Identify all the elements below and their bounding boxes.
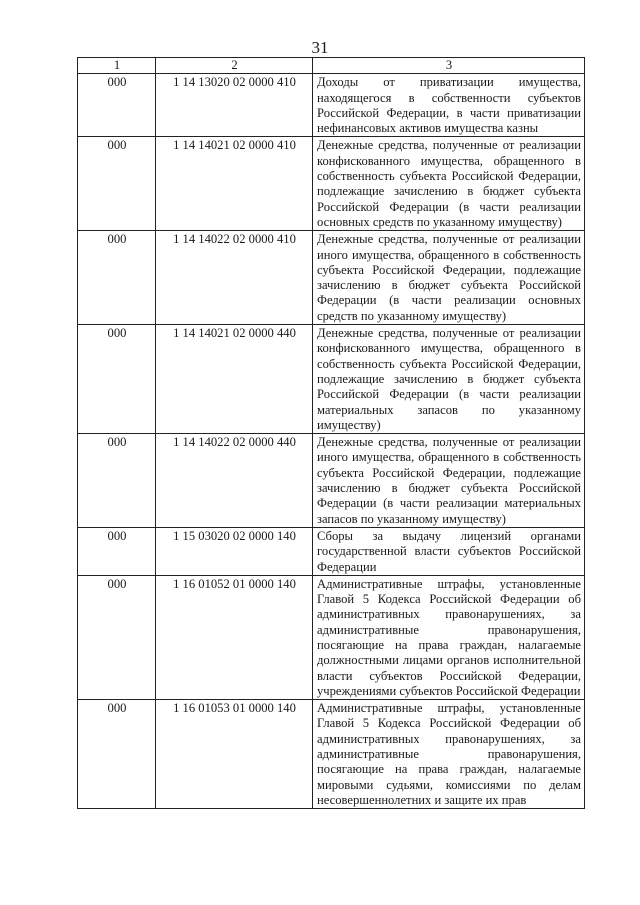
income-code-cell: 1 14 14021 02 0000 440 <box>156 325 313 434</box>
income-code-cell: 1 14 13020 02 0000 410 <box>156 74 313 137</box>
income-name-cell: Административные штрафы, установленные Главой 5 Кодекса Российской Федерации об административных правонарушениях, за административные правонарушения, посягающие на права граждан, налагаемые должностными лицами органов исполнительной власти субъектов Российской Федерации, учреждениями субъектов Российской Федерации <box>313 575 585 699</box>
income-name-cell: Сборы за выдачу лицензий органами государственной власти субъектов Российской Федерации <box>313 527 585 575</box>
income-name-cell: Денежные средства, полученные от реализации иного имущества, обращенного в собственность субъекта Российской Федерации, подлежащие зачислению в бюджет субъекта Российской Федерации (в части реализации основных средств по указанному имуществу) <box>313 231 585 325</box>
table-row <box>78 527 585 575</box>
table-header-row <box>78 58 585 74</box>
admin-code-cell: 000 <box>78 434 156 528</box>
admin-code-cell: 000 <box>78 74 156 137</box>
table-row <box>78 575 585 699</box>
header-col-1: 1 <box>78 58 156 74</box>
income-code-cell: 1 14 14021 02 0000 410 <box>156 137 313 231</box>
admin-code-cell: 000 <box>78 231 156 325</box>
header-col-3: 3 <box>313 58 585 74</box>
income-name-cell: Денежные средства, полученные от реализации конфискованного имущества, обращенного в собственность субъекта Российской Федерации, подлежащие зачислению в бюджет субъекта Российской Федерации (в части реализации основных средств по указанному имуществу) <box>313 137 585 231</box>
table-row <box>78 325 585 434</box>
income-code-cell: 1 16 01052 01 0000 140 <box>156 575 313 699</box>
income-name-cell: Административные штрафы, установленные Главой 5 Кодекса Российской Федерации об административных правонарушениях, за административные правонарушения, посягающие на права граждан, налагаемые мировыми судьями, комиссиями по делам несовершеннолетних и защите их прав <box>313 700 585 809</box>
admin-code-cell: 000 <box>78 700 156 809</box>
admin-code-cell: 000 <box>78 325 156 434</box>
table-row <box>78 137 585 231</box>
income-code-cell: 1 14 14022 02 0000 440 <box>156 434 313 528</box>
income-code-cell: 1 16 01053 01 0000 140 <box>156 700 313 809</box>
table-row <box>78 74 585 137</box>
header-col-2: 2 <box>156 58 313 74</box>
income-code-cell: 1 14 14022 02 0000 410 <box>156 231 313 325</box>
admin-code-cell: 000 <box>78 137 156 231</box>
budget-codes-table <box>77 57 585 809</box>
admin-code-cell: 000 <box>78 575 156 699</box>
income-name-cell: Доходы от приватизации имущества, находящегося в собственности субъектов Российской Федерации, в части приватизации нефинансовых активов имущества казны <box>313 74 585 137</box>
table-row <box>78 231 585 325</box>
income-code-cell: 1 15 03020 02 0000 140 <box>156 527 313 575</box>
income-name-cell: Денежные средства, полученные от реализации иного имущества, обращенного в собственность субъекта Российской Федерации, подлежащие зачислению в бюджет субъекта Российской Федерации (в части реализации материальных запасов по указанному имуществу) <box>313 434 585 528</box>
table-row <box>78 434 585 528</box>
page-number: 31 <box>311 38 329 57</box>
table-row <box>78 700 585 809</box>
income-name-cell: Денежные средства, полученные от реализации конфискованного имущества, обращенного в собственность субъекта Российской Федерации, подлежащие зачислению в бюджет субъекта Российской Федерации (в части реализации материальных запасов по указанному имуществу) <box>313 325 585 434</box>
admin-code-cell: 000 <box>78 527 156 575</box>
